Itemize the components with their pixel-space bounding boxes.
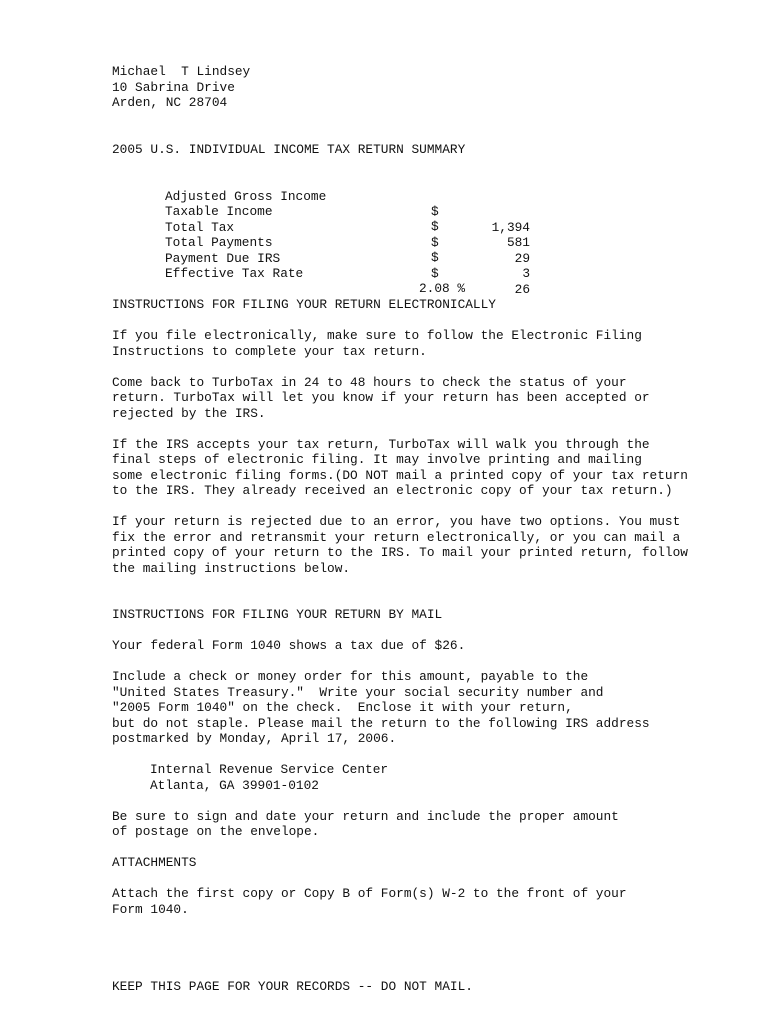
- summary-row-currency: $: [431, 250, 439, 265]
- electronic-p4-line: fix the error and retransmit your return electronically, or you can mail a: [112, 530, 681, 545]
- attachments-p1-line: Form 1040.: [112, 902, 189, 917]
- mail-due-line: Your federal Form 1040 shows a tax due of $26.: [112, 638, 466, 653]
- taxpayer-name: Michael T Lindsey: [112, 64, 251, 79]
- mail-p1-line: "2005 Form 1040" on the check. Enclose it with your return,: [112, 700, 573, 715]
- attachments-heading: ATTACHMENTS: [112, 855, 197, 870]
- electronic-p1-line: If you file electronically, make sure to follow the Electronic Filing: [112, 328, 642, 343]
- mail-p2-line: Be sure to sign and date your return and include the proper amount: [112, 809, 619, 824]
- taxpayer-street: 10 Sabrina Drive: [112, 80, 235, 95]
- electronic-p4-line: printed copy of your return to the IRS. To mail your printed return, follow: [112, 545, 688, 560]
- mail-p1-line: but do not staple. Please mail the return to the following IRS address: [112, 716, 650, 731]
- summary-row-currency: $: [431, 266, 439, 281]
- summary-row-label: Payment Due IRS: [165, 250, 281, 266]
- summary-row-currency: $: [431, 235, 439, 250]
- summary-row-currency: $: [431, 219, 439, 234]
- electronic-p2-line: return. TurboTax will let you know if your return has been accepted or: [112, 390, 650, 405]
- mail-p1-line: postmarked by Monday, April 17, 2006.: [112, 731, 397, 746]
- mail-p2-line: of postage on the envelope.: [112, 824, 320, 839]
- electronic-p3-line: If the IRS accepts your tax return, TurboTax will walk you through the: [112, 437, 650, 452]
- irs-address-line: Internal Revenue Service Center: [150, 762, 389, 777]
- summary-row-amount: 3: [522, 265, 530, 281]
- electronic-p4-line: the mailing instructions below.: [112, 561, 351, 576]
- summary-row-currency: $: [431, 204, 439, 219]
- mail-p1-line: "United States Treasury." Write your social security number and: [112, 685, 604, 700]
- electronic-p4-line: If your return is rejected due to an error, you have two options. You must: [112, 514, 681, 529]
- irs-address-line: Atlanta, GA 39901-0102: [150, 778, 319, 793]
- electronic-p2-line: rejected by the IRS.: [112, 406, 266, 421]
- summary-rate-label: Effective Tax Rate: [165, 265, 304, 281]
- summary-row-amount: 29: [514, 250, 530, 266]
- electronic-p3-line: to the IRS. They already received an electronic copy of your tax return.): [112, 483, 673, 498]
- summary-row-label: Total Tax: [165, 219, 235, 235]
- summary-row-amount: 26: [514, 281, 530, 297]
- electronic-heading: INSTRUCTIONS FOR FILING YOUR RETURN ELECTRONICALLY: [112, 297, 496, 312]
- mail-heading: INSTRUCTIONS FOR FILING YOUR RETURN BY MAIL: [112, 607, 443, 622]
- summary-row-label: Taxable Income: [165, 203, 273, 219]
- summary-title: 2005 U.S. INDIVIDUAL INCOME TAX RETURN SUMMARY: [112, 142, 466, 157]
- summary-row-amount: 581: [506, 234, 530, 250]
- summary-rate-value: 2.08 %: [419, 281, 466, 296]
- summary-row-label: Adjusted Gross Income: [165, 188, 327, 204]
- attachments-p1-line: Attach the first copy or Copy B of Form(s) W-2 to the front of your: [112, 886, 627, 901]
- taxpayer-city: Arden, NC 28704: [112, 95, 228, 110]
- summary-row-label: Total Payments: [165, 234, 273, 250]
- electronic-p1-line: Instructions to complete your tax return.: [112, 344, 427, 359]
- mail-p1-line: Include a check or money order for this amount, payable to the: [112, 669, 589, 684]
- electronic-p2-line: Come back to TurboTax in 24 to 48 hours to check the status of your: [112, 375, 627, 390]
- records-footer: KEEP THIS PAGE FOR YOUR RECORDS -- DO NOT MAIL.: [112, 979, 473, 994]
- summary-row-amount: 1,394: [491, 219, 530, 235]
- electronic-p3-line: final steps of electronic filing. It may involve printing and mailing: [112, 452, 642, 467]
- electronic-p3-line: some electronic filing forms.(DO NOT mail a printed copy of your tax return: [112, 468, 688, 483]
